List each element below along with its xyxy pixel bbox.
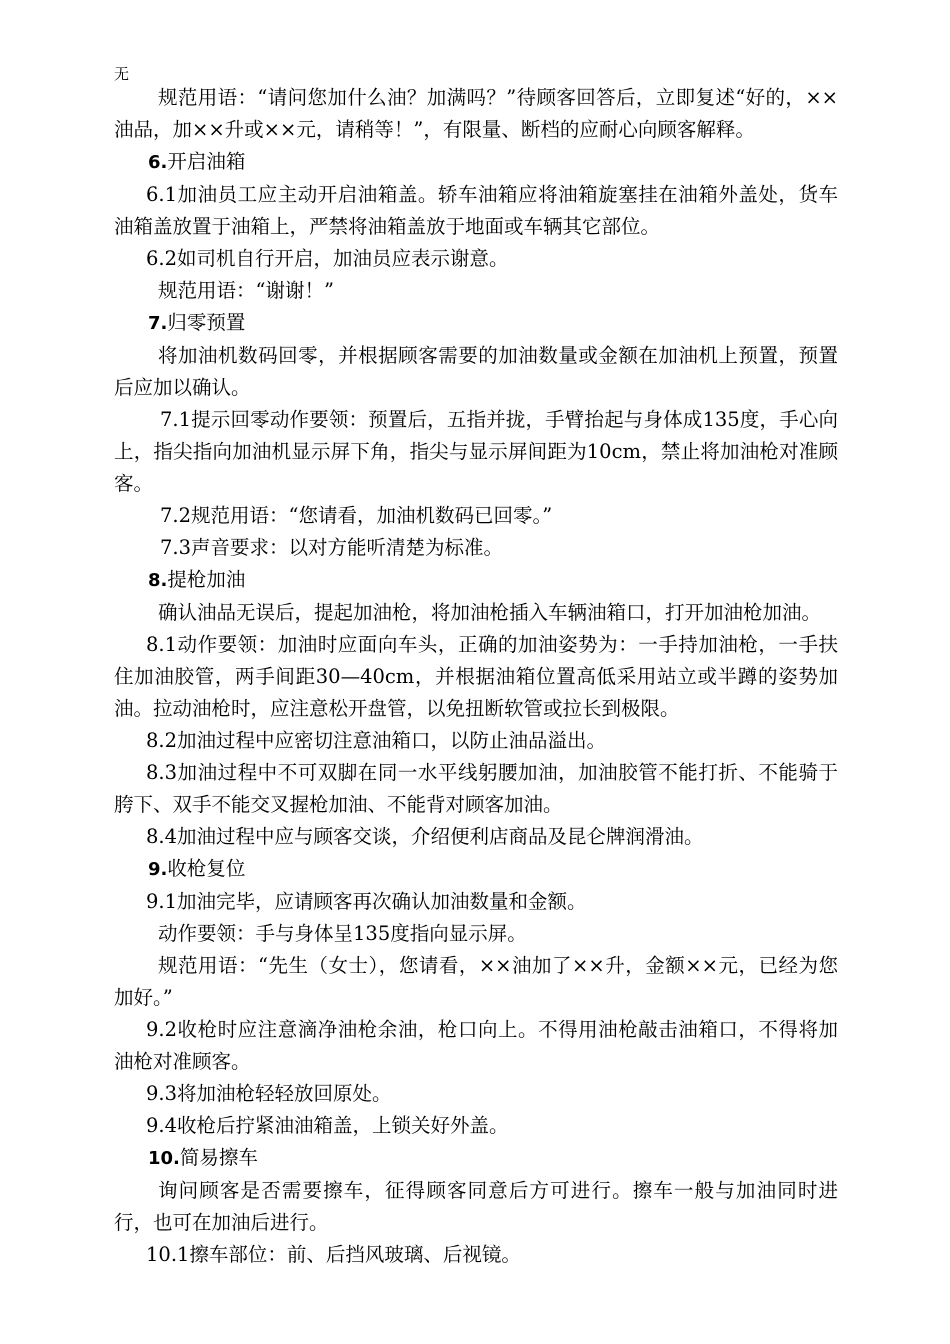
section-number: 8. — [148, 570, 168, 591]
paragraph: 9.2收枪时应注意滴净油枪余油，枪口向上。不得用油枪敲击油箱口，不得将加油枪对准顾客。 — [114, 1018, 838, 1073]
section-title: 简易擦车 — [179, 1146, 258, 1169]
paragraph: 8.4加油过程中应与顾客交谈，介绍便利店商品及昆仑牌润滑油。 — [146, 825, 704, 848]
paragraph: 9.4收枪后拧紧油油箱盖，上锁关好外盖。 — [146, 1114, 509, 1137]
section-heading — [114, 1142, 838, 1175]
section-title: 开启油箱 — [167, 150, 246, 173]
section-title: 收枪复位 — [167, 857, 246, 880]
paragraph: 10.1擦车部位：前、后挡风玻璃、后视镜。 — [146, 1243, 521, 1266]
paragraph: 9.1加油完毕，应请顾客再次确认加油数量和金额。 — [146, 890, 587, 913]
paragraph: 7.3声音要求：以对方能听清楚为标准。 — [160, 536, 504, 559]
section-heading — [114, 146, 838, 179]
paragraph: 8.3加油过程中不可双脚在同一水平线躬腰加油，加油胶管不能打折、不能骑于胯下、双手不能交叉握枪加油、不能背对顾客加油。 — [114, 761, 838, 816]
document-body — [114, 82, 838, 1271]
section-title: 归零预置 — [167, 311, 246, 334]
paragraph: 规范用语：“谢谢！” — [158, 279, 334, 302]
corner-mark: 无 — [114, 65, 130, 83]
section-heading — [114, 307, 838, 340]
section-number: 9. — [148, 859, 168, 880]
paragraph: 8.2加油过程中应密切注意油箱口，以防止油品溢出。 — [146, 729, 607, 752]
section-title: 提枪加油 — [167, 568, 246, 591]
paragraph: 6.2如司机自行开启，加油员应表示谢意。 — [146, 247, 509, 270]
section-number: 10. — [148, 1148, 180, 1169]
paragraph: 动作要领：手与身体呈135度指向显示屏。 — [158, 922, 527, 945]
paragraph: 9.3将加油枪轻轻放回原处。 — [146, 1082, 392, 1105]
paragraph: 7.1提示回零动作要领：预置后，五指并拢，手臂抬起与身体成135度，手心向上，指尖指向加油机显示屏下角，指尖与显示屏间距为10cm，禁止将加油枪对准顾客。 — [114, 408, 838, 495]
paragraph: 6.1加油员工应主动开启油箱盖。轿车油箱应将油箱旋塞挂在油箱外盖处，货车油箱盖放置于油箱上，严禁将油箱盖放于地面或车辆其它部位。 — [114, 183, 838, 238]
section-number: 6. — [148, 152, 168, 173]
paragraph: 8.1动作要领：加油时应面向车头，正确的加油姿势为：一手持加油枪，一手扶住加油胶管，两手间距30—40cm，并根据油箱位置高低采用站立或半蹲的姿势加油。拉动油枪时，应注意松开盘管，以免扭断软管或拉长到极限。 — [114, 633, 838, 720]
paragraph: 将加油机数码回零，并根据顾客需要的加油数量或金额在加油机上预置，预置后应加以确认。 — [114, 344, 838, 399]
paragraph: 规范用语：“请问您加什么油？加满吗？”待顾客回答后，立即复述“好的，××油品，加××升或××元，请稍等！”，有限量、断档的应耐心向顾客解释。 — [114, 86, 838, 141]
paragraph: 确认油品无误后，提起加油枪，将加油枪插入车辆油箱口，打开加油枪加油。 — [158, 601, 822, 624]
section-heading — [114, 853, 838, 886]
section-number: 7. — [148, 313, 168, 334]
paragraph: 规范用语：“先生（女士），您请看，××油加了××升，金额××元，已经为您加好。” — [114, 954, 838, 1009]
section-heading — [114, 564, 838, 597]
paragraph: 询问顾客是否需要擦车，征得顾客同意后方可进行。擦车一般与加油同时进行，也可在加油后进行。 — [114, 1179, 838, 1234]
paragraph: 7.2规范用语：“您请看，加油机数码已回零。” — [160, 504, 553, 527]
